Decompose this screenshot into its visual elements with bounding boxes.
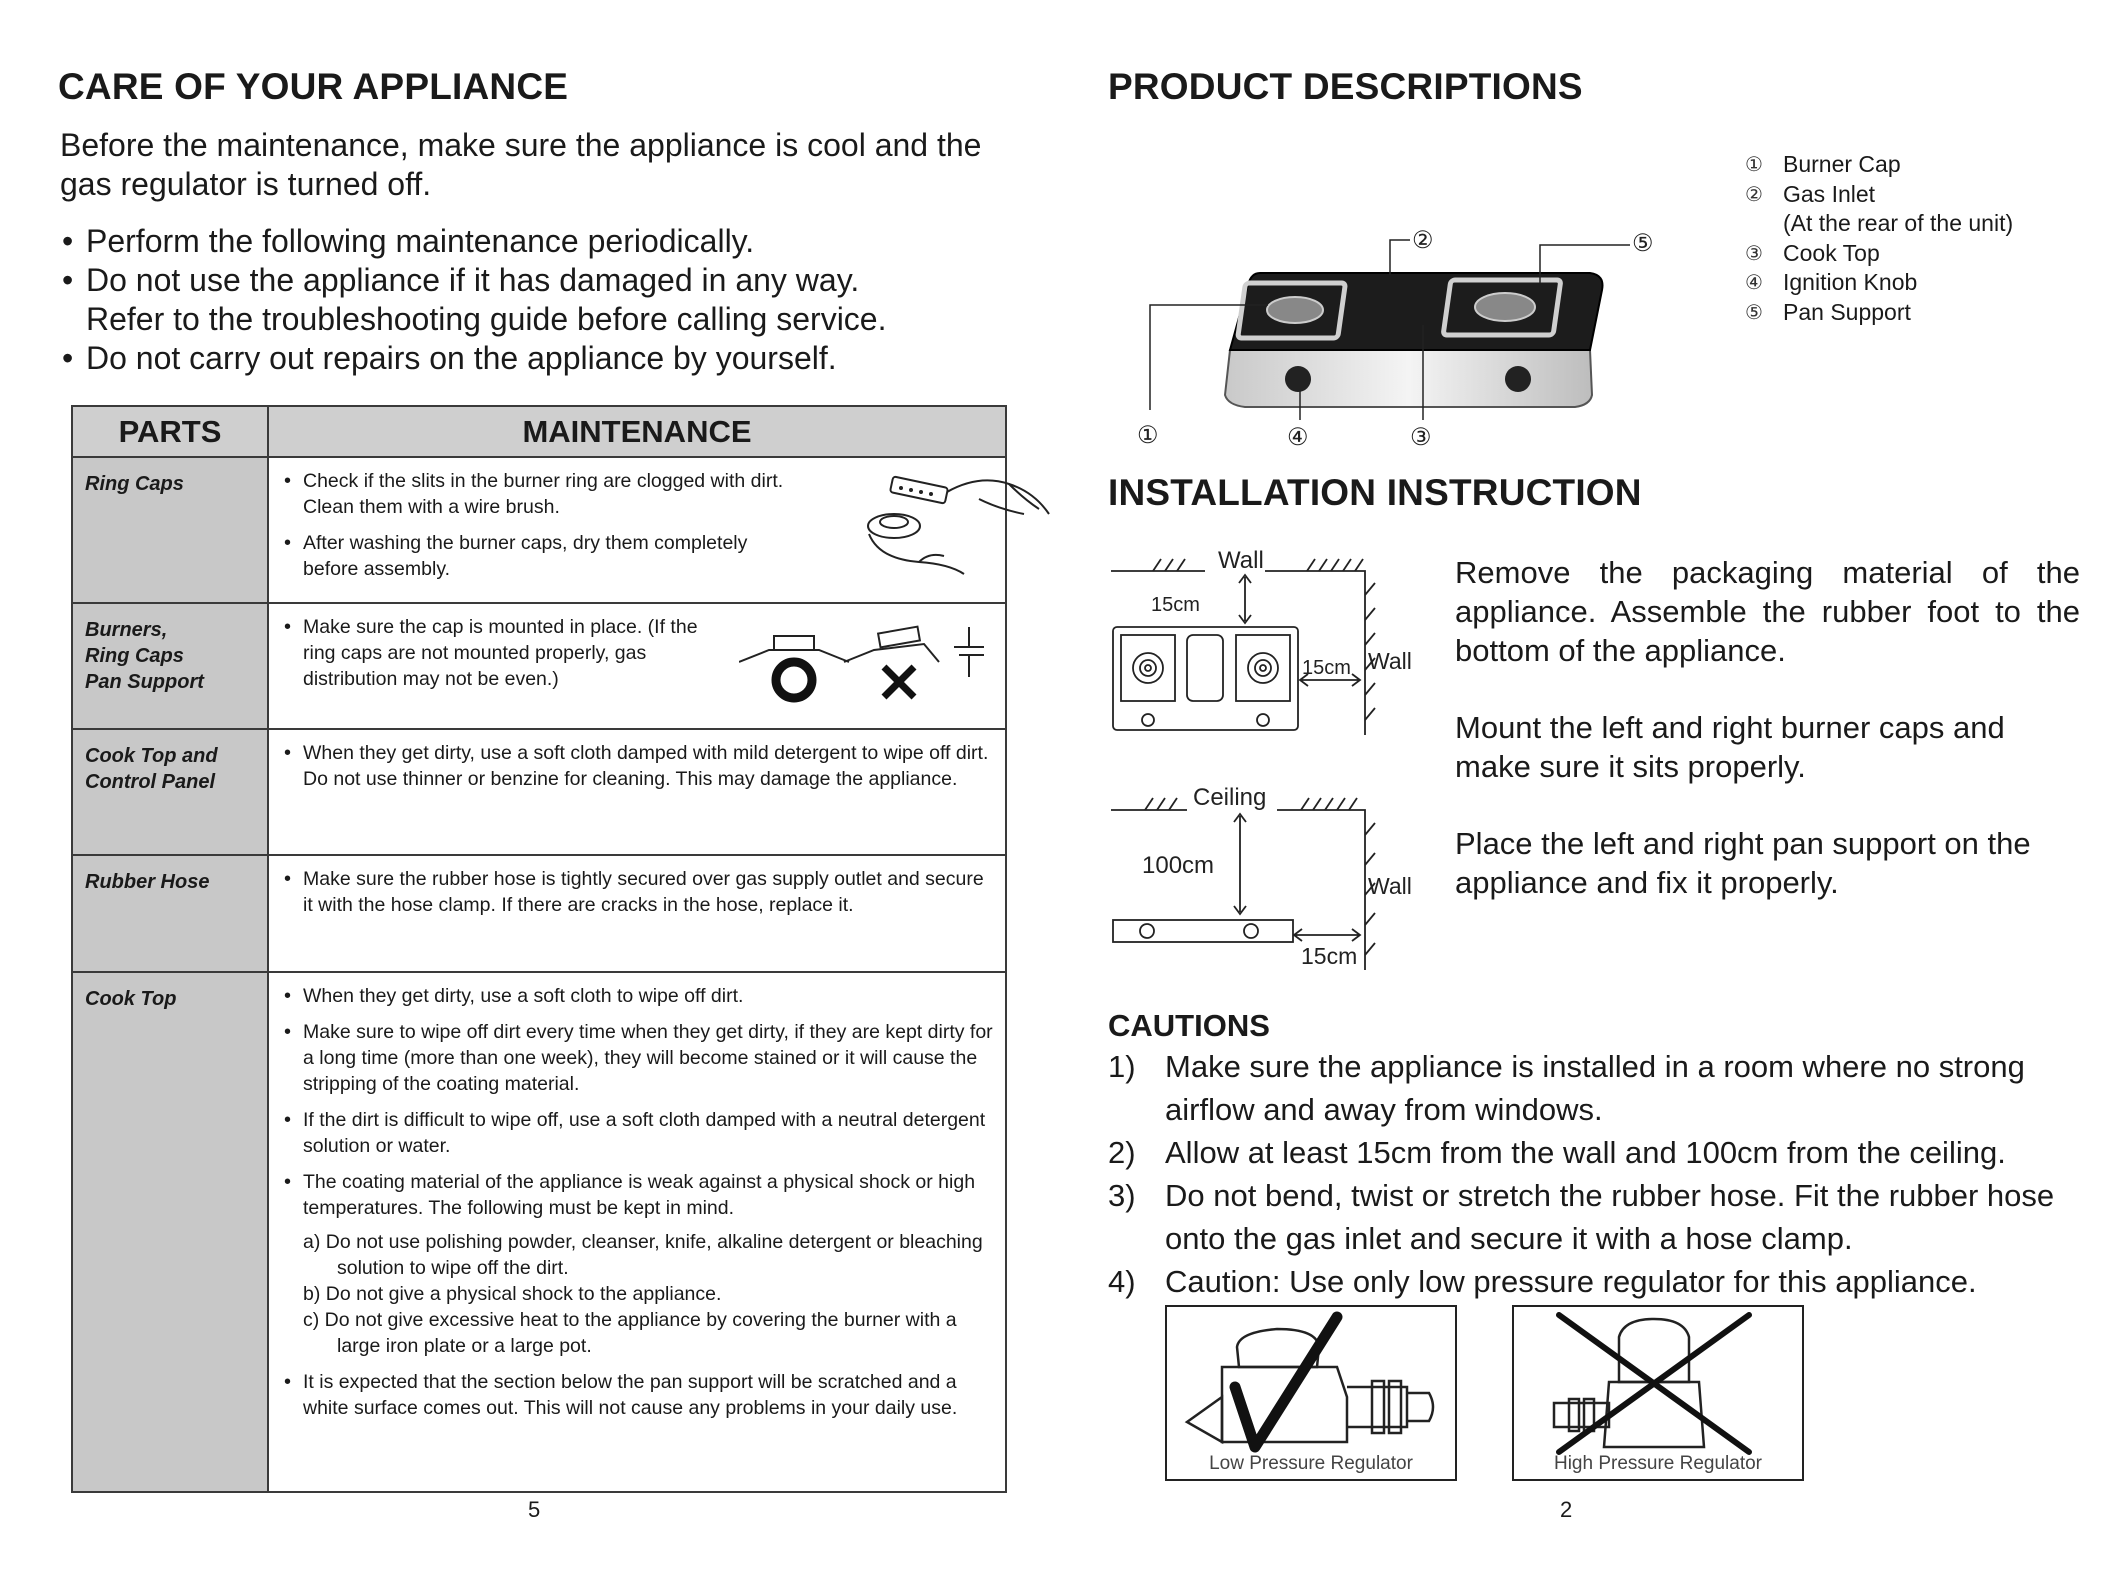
maintenance-cell [268, 457, 1006, 603]
low-pressure-regulator-illustration [1167, 1307, 1454, 1457]
table-row [72, 972, 1006, 1492]
cautions-list [1108, 1045, 2098, 1303]
cautions-title: CAUTIONS [1108, 1008, 1270, 1043]
high-pressure-regulator-caption: High Pressure Regulator [1553, 1453, 1763, 1474]
maintenance-cell [268, 855, 1006, 972]
maintenance-item: • Make sure to wipe off dirt every time when they get dirty, if they are kept dirty for a long time (more than one week), they will become stained or it will cause the stripping of the coating material. [281, 1019, 997, 1097]
table-header-row [72, 406, 1006, 457]
caution-number: 3) [1108, 1178, 1136, 1213]
page-number-right: 2 [1560, 1497, 1573, 1522]
part-label: Pan Support [1783, 298, 1911, 325]
check-icon [1235, 1317, 1337, 1447]
caution-item [1108, 1174, 2098, 1260]
caution-item [1108, 1260, 2098, 1303]
part-number: ① [1745, 152, 1763, 176]
part-name: Rubber Hose [72, 855, 268, 972]
ceiling-clearance-diagram [1105, 770, 1435, 980]
part-label: Cook Top [1783, 239, 1880, 266]
header-maintenance: MAINTENANCE [268, 406, 1006, 457]
sub-item: b) Do not give a physical shock to the appliance. [303, 1283, 722, 1305]
cap-mounting-illustration [739, 622, 989, 712]
caution-number: 1) [1108, 1049, 1136, 1084]
installation-title: INSTALLATION INSTRUCTION [1108, 472, 1642, 513]
left-intro-text: Before the maintenance, make sure the appliance is cool and the gas regulator is turned off. [60, 127, 982, 202]
maintenance-item [281, 1169, 997, 1359]
parts-list-item [1745, 150, 2013, 180]
caution-text: Allow at least 15cm from the wall and 100cm from the ceiling. [1165, 1135, 2006, 1170]
stove-product-illustration [1120, 215, 1680, 455]
right-page-title: PRODUCT DESCRIPTIONS [1108, 66, 1583, 107]
maintenance-item: • Make sure the rubber hose is tightly secured over gas supply outlet and secure it with the hose clamp. If there are cracks in the hose, replace it. [281, 866, 997, 918]
sub-list [303, 1229, 997, 1359]
caution-item [1108, 1045, 2098, 1131]
table-row [72, 457, 1006, 603]
caution-text: Do not bend, twist or stretch the rubber hose. Fit the rubber hose onto the gas inlet and secure it with a hose clamp. [1165, 1178, 2055, 1256]
cross-icon [1559, 1315, 1749, 1452]
part-number: ② [1745, 181, 1763, 206]
label-wall-side: Wall [1368, 648, 1412, 674]
high-pressure-regulator-illustration [1514, 1307, 1801, 1457]
parts-list-item [1745, 268, 2013, 298]
label-wall-top: Wall [1218, 547, 1264, 574]
label-clear-top: 15cm [1151, 594, 1200, 616]
part-name: Burners, Ring Caps Pan Support [72, 603, 268, 729]
part-label: Ignition Knob [1783, 269, 1918, 295]
callout-4: ④ [1287, 424, 1309, 451]
high-pressure-regulator-box [1512, 1305, 1804, 1481]
bullet-item: • Perform the following maintenance periodically. [60, 222, 1020, 261]
callout-1: ① [1137, 422, 1159, 449]
caution-number: 2) [1108, 1135, 1136, 1170]
maintenance-item: • After washing the burner caps, dry them completely before assembly. [281, 530, 806, 582]
maintenance-item: • It is expected that the section below the pan support will be scratched and a white surface comes out. This will not cause any problems in your daily use. [281, 1369, 997, 1421]
install-paragraph: Place the left and right pan support on the appliance and fix it properly. [1455, 826, 2031, 900]
label-clear-side-2: 15cm [1301, 943, 1358, 969]
part-label: (At the rear of the unit) [1783, 210, 2014, 236]
table-row [72, 603, 1006, 729]
parts-list-item [1745, 239, 2013, 269]
label-clear-ceiling: 100cm [1142, 852, 1215, 879]
maintenance-cell [268, 603, 1006, 729]
left-bullet-list [60, 222, 1020, 378]
label-ceiling: Ceiling [1193, 784, 1267, 811]
maintenance-item: • When they get dirty, use a soft cloth to wipe off dirt. [281, 983, 997, 1009]
install-paragraph: Mount the left and right burner caps and make sure it sits properly. [1455, 710, 2005, 784]
callout-2: ② [1412, 227, 1434, 254]
callout-3: ③ [1410, 424, 1432, 451]
caution-text: Caution: Use only low pressure regulator for this appliance. [1165, 1264, 1977, 1299]
sub-item: c) Do not give excessive heat to the appliance by covering the burner with a large iron plate or a large pot. [303, 1309, 957, 1357]
part-number: ③ [1745, 240, 1763, 265]
bullet-item: • Do not use the appliance if it has damaged in any way. Refer to the troubleshooting guide before calling service. [60, 261, 920, 339]
maintenance-table [71, 405, 1007, 1493]
part-name: Cook Top and Control Panel [72, 729, 268, 855]
part-label: Burner Cap [1783, 151, 1901, 177]
parts-list-item [1745, 298, 2013, 328]
header-parts: PARTS [72, 406, 268, 457]
part-label: Gas Inlet [1783, 180, 1876, 207]
part-number: ⑤ [1745, 299, 1763, 324]
part-name: Cook Top [72, 972, 268, 1492]
callout-5: ⑤ [1632, 230, 1654, 257]
part-number: ④ [1745, 270, 1763, 294]
caution-number: 4) [1108, 1264, 1136, 1299]
maintenance-item-text: The coating material of the appliance is weak against a physical shock or high temperatures. The following must be kept in mind. [303, 1171, 976, 1219]
maintenance-item: • Make sure the cap is mounted in place. (If the ring caps are not mounted properly, gas distribution may not be even.) [281, 614, 711, 692]
low-pressure-regulator-caption: Low Pressure Regulator [1209, 1453, 1413, 1474]
table-row [72, 729, 1006, 855]
part-name: Ring Caps [72, 457, 268, 603]
installation-text [1455, 553, 2080, 940]
label-wall-side-2: Wall [1368, 873, 1412, 899]
maintenance-cell [268, 972, 1006, 1492]
maintenance-cell [268, 729, 1006, 855]
wall-clearance-diagram [1105, 535, 1435, 755]
table-row [72, 855, 1006, 972]
low-pressure-regulator-box [1165, 1305, 1457, 1481]
left-page-title: CARE OF YOUR APPLIANCE [58, 66, 569, 107]
label-clear-side: 15cm [1302, 657, 1351, 679]
caution-item [1108, 1131, 2098, 1174]
install-paragraph: Remove the packaging material of the appliance. Assemble the rubber foot to the bottom of the appliance. [1455, 555, 2080, 668]
parts-list-item [1745, 180, 2013, 210]
brush-cleaning-illustration [849, 464, 1069, 584]
maintenance-item: • Check if the slits in the burner ring are clogged with dirt. Clean them with a wire brush. [281, 468, 806, 520]
maintenance-item: • When they get dirty, use a soft cloth damped with mild detergent to wipe off dirt. Do not use thinner or benzine for cleaning. This may damage the appliance. [281, 740, 997, 792]
parts-list [1745, 150, 2013, 327]
bullet-item: • Do not carry out repairs on the appliance by yourself. [60, 339, 1020, 378]
caution-text: Make sure the appliance is installed in a room where no strong airflow and away from windows. [1165, 1049, 2025, 1127]
maintenance-item: • If the dirt is difficult to wipe off, use a soft cloth damped with a neutral detergent solution or water. [281, 1107, 997, 1159]
parts-list-item [1745, 209, 2013, 239]
page-number-left: 5 [528, 1497, 541, 1522]
sub-item: a) Do not use polishing powder, cleanser, knife, alkaline detergent or bleaching solution to wipe off the dirt. [303, 1231, 983, 1279]
